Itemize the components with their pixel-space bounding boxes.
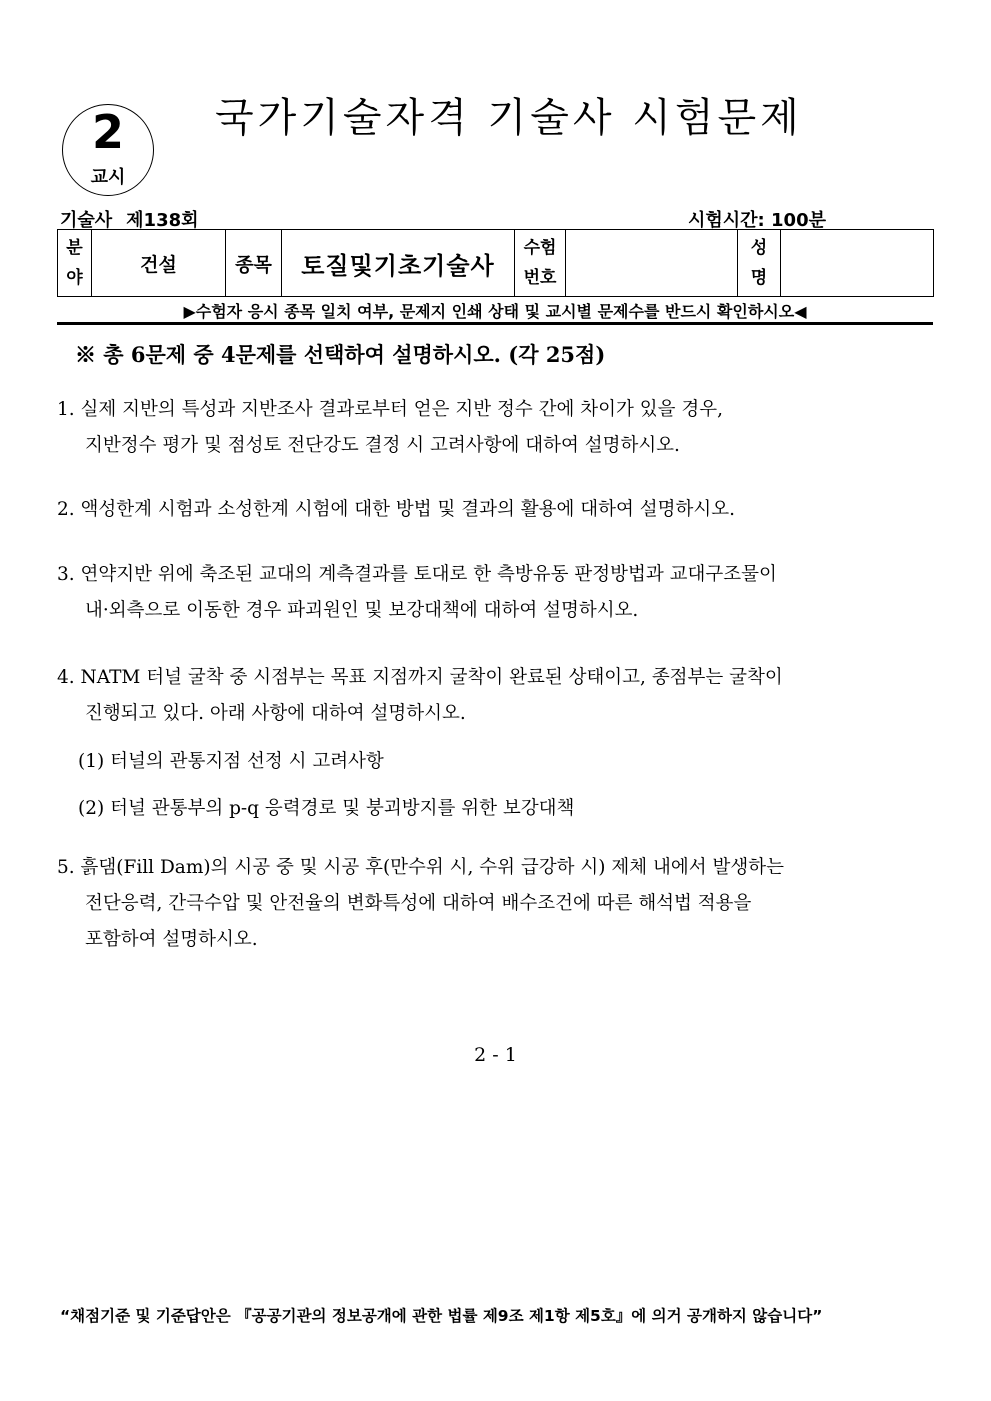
page-title: 국가기술자격 기술사 시험문제 [215, 95, 803, 141]
examinee-no-field[interactable] [566, 230, 738, 297]
question-line: 내·외측으로 이동한 경우 파괴원인 및 보강대책에 대하여 설명하시오. [85, 600, 639, 621]
question-4 [57, 660, 937, 732]
exam-category: 기술사 [60, 210, 113, 231]
question-line: 지반정수 평가 및 점성토 전단강도 결정 시 고려사항에 대하여 설명하시오. [85, 435, 680, 456]
period-label: 교시 [90, 167, 126, 188]
exam-time: 시험시간: 100분 [688, 210, 826, 231]
question-line: 5. 흙댐(Fill Dam)의 시공 중 및 시공 후(만수위 시, 수위 급강하 시) 제체 내에서 발생하는 [57, 857, 784, 878]
name-label: 성 명 [738, 230, 781, 297]
period-badge [62, 104, 154, 196]
period-number: 2 [91, 105, 124, 159]
field-label: 분 야 [58, 230, 92, 297]
question-line: 2. 액성한계 시험과 소성한계 시험에 대한 방법 및 결과의 활용에 대하여 설명하시오. [57, 499, 735, 520]
question-line: 4. NATM 터널 굴착 중 시점부는 목표 지점까지 굴착이 완료된 상태이고, 종점부는 굴착이 [57, 667, 783, 688]
item-label: 종목 [226, 230, 282, 297]
question-line: 3. 연약지반 위에 축조된 교대의 계측결과를 토대로 한 측방유동 판정방법과 교대구조물이 [57, 564, 777, 585]
question-line: 1. 실제 지반의 특성과 지반조사 결과로부터 얻은 지반 정수 간에 차이가 있을 경우, [57, 399, 723, 420]
notice-text: ▶수험자 응시 종목 일치 여부, 문제지 인쇄 상태 및 교시별 문제수를 반드시 확인하시오◀ [183, 302, 807, 321]
question-4-subitem-1: (1) 터널의 관통지점 선정 시 고려사항 [78, 751, 384, 772]
exam-info-table [57, 229, 934, 297]
question-line: 진행되고 있다. 아래 사항에 대하여 설명하시오. [85, 703, 466, 724]
divider [57, 322, 933, 325]
page-number: 2 - 1 [474, 1044, 517, 1066]
item-value: 토질및기초기술사 [282, 230, 515, 297]
question-3 [57, 557, 937, 629]
question-1 [57, 392, 937, 464]
examinee-no-label: 수험 번호 [515, 230, 566, 297]
field-value: 건설 [92, 230, 226, 297]
name-field[interactable] [781, 230, 934, 297]
question-line: 전단응력, 간극수압 및 안전율의 변화특성에 대하여 배수조건에 따른 해석법 적용을 [85, 893, 752, 914]
footer-disclaimer: “채점기준 및 기준답안은 『공공기관의 정보공개에 관한 법률 제9조 제1항 제5호』에 의거 공개하지 않습니다” [60, 1307, 823, 1325]
exam-round: 제138회 [126, 210, 199, 231]
question-line: 포함하여 설명하시오. [85, 929, 258, 950]
question-2 [57, 492, 937, 528]
question-4-subitem-2: (2) 터널 관통부의 p-q 응력경로 및 붕괴방지를 위한 보강대책 [78, 798, 575, 819]
question-5 [57, 850, 937, 958]
instruction-text: ※ 총 6문제 중 4문제를 선택하여 설명하시오. (각 25점) [75, 342, 606, 367]
